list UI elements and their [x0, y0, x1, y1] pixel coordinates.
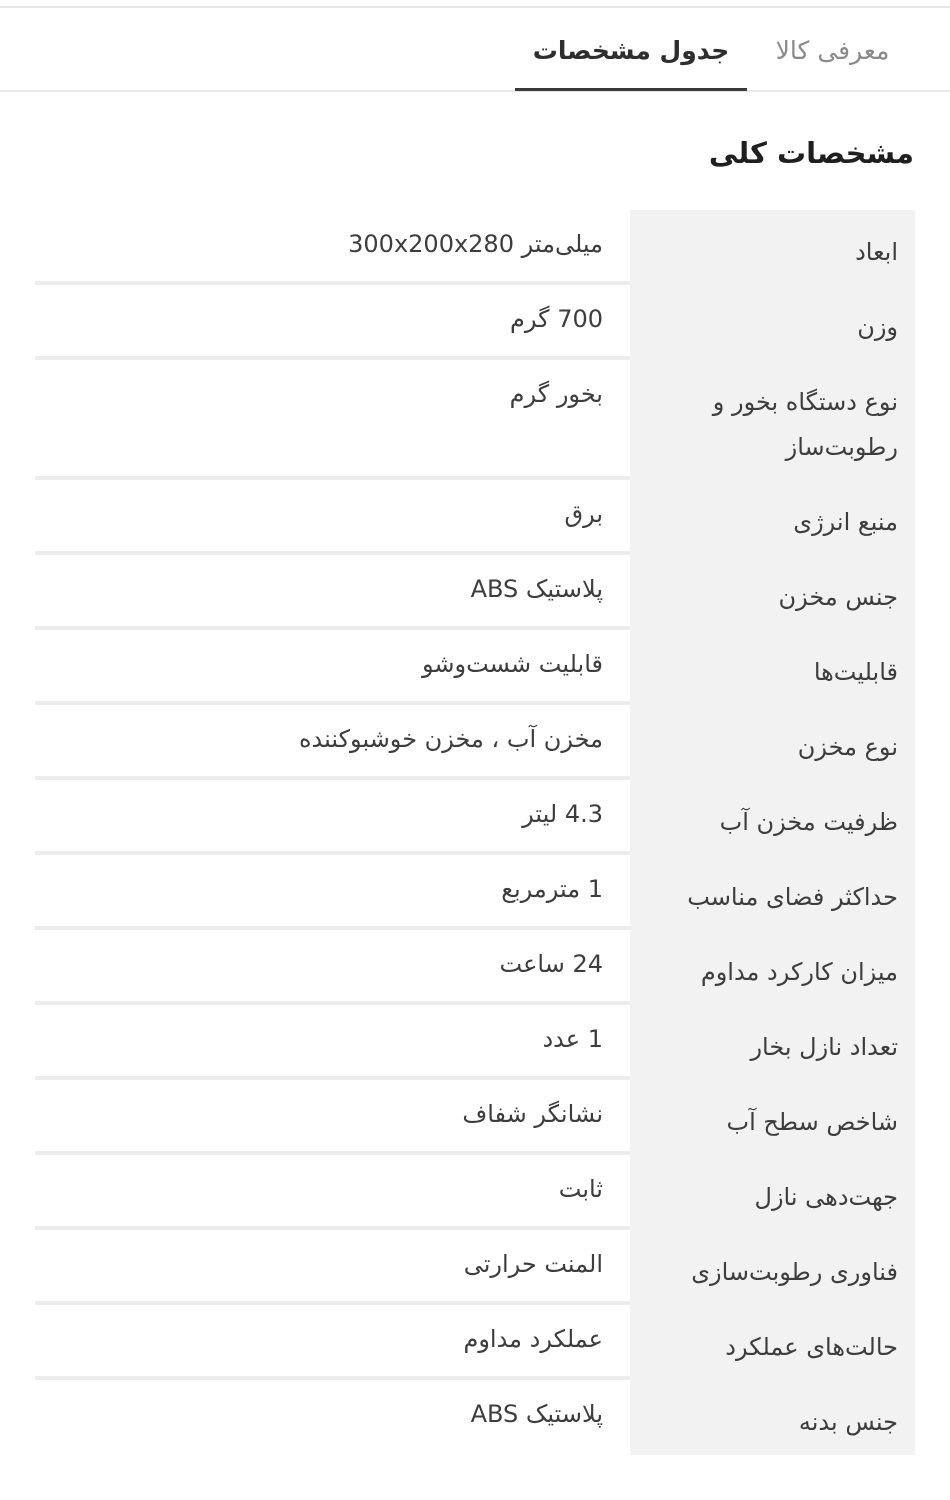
spec-row	[35, 1380, 915, 1455]
spec-label: میزان کارکرد مداوم	[630, 930, 915, 1005]
spec-value: پلاستیک ABS	[470, 575, 603, 603]
spec-label: ابعاد	[630, 210, 915, 285]
spec-label: قابلیت‌ها	[630, 630, 915, 705]
spec-label: جهت‌دهی نازل	[630, 1155, 915, 1230]
spec-label: حداکثر فضای مناسب	[630, 855, 915, 930]
spec-row	[35, 1155, 915, 1230]
tab-bar	[0, 8, 950, 92]
spec-row	[35, 285, 915, 360]
spec-label: حالت‌های عملکرد	[630, 1305, 915, 1380]
spec-label: جنس مخزن	[630, 555, 915, 630]
spec-label: فناوری رطوبت‌سازی	[630, 1230, 915, 1305]
spec-value: پلاستیک ABS	[470, 1400, 603, 1428]
spec-row	[35, 705, 915, 780]
spec-row	[35, 630, 915, 705]
tab-spec-table[interactable]: جدول مشخصات	[532, 35, 730, 65]
spec-table	[35, 210, 915, 1455]
spec-value: ثابت	[558, 1175, 603, 1203]
spec-row	[35, 780, 915, 855]
spec-row	[35, 210, 915, 285]
spec-row	[35, 1005, 915, 1080]
spec-label: تعداد نازل بخار	[630, 1005, 915, 1080]
spec-value: 1 مترمربع	[501, 875, 603, 903]
spec-value: 4.3 لیتر	[522, 800, 603, 828]
spec-value: 700 گرم	[510, 305, 603, 333]
spec-value: المنت حرارتی	[463, 1250, 603, 1278]
spec-row	[35, 855, 915, 930]
spec-value: برق	[564, 500, 603, 528]
spec-row	[35, 1230, 915, 1305]
spec-label: ظرفیت مخزن آب	[630, 780, 915, 855]
spec-row	[35, 1305, 915, 1380]
spec-row	[35, 555, 915, 630]
spec-value: عملکرد مداوم	[463, 1325, 603, 1353]
spec-label: جنس بدنه	[630, 1380, 915, 1455]
spec-value: نشانگر شفاف	[462, 1100, 603, 1128]
spec-value: مخزن آب ، مخزن خوشبوکننده	[298, 725, 603, 753]
spec-value: 24 ساعت	[499, 950, 603, 978]
spec-label: وزن	[630, 285, 915, 360]
spec-label: منبع انرژی	[630, 480, 915, 555]
spec-value: 1 عدد	[542, 1025, 603, 1053]
active-tab-indicator	[515, 88, 747, 91]
spec-row	[35, 480, 915, 555]
spec-row	[35, 930, 915, 1005]
spec-row	[35, 360, 915, 480]
spec-value: بخور گرم	[509, 380, 603, 408]
spec-value: قابلیت شست‌وشو	[421, 650, 603, 678]
spec-label: شاخص سطح آب	[630, 1080, 915, 1155]
spec-label: نوع مخزن	[630, 705, 915, 780]
spec-label: نوع دستگاه بخور و رطوبت‌ساز	[630, 360, 915, 480]
section-title: مشخصات کلی	[708, 136, 914, 170]
tab-product-intro[interactable]: معرفی کالا	[775, 35, 890, 65]
spec-value: میلی‌متر 300x200x280	[348, 230, 603, 258]
spec-row	[35, 1080, 915, 1155]
